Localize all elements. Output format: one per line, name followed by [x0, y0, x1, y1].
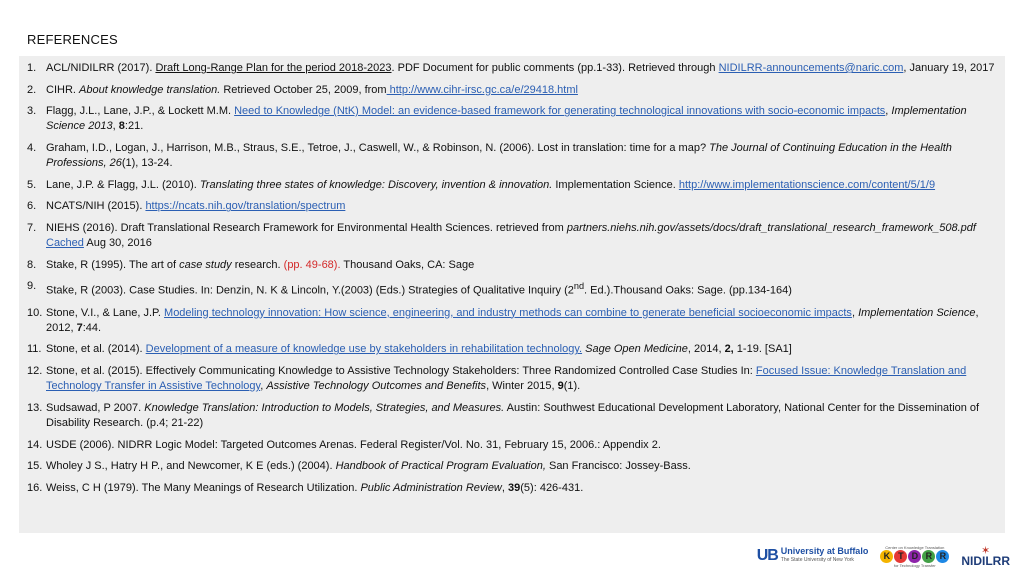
reference-segment: ,: [501, 481, 509, 494]
reference-text: [46, 61, 997, 76]
ktdrr-letter: D: [908, 550, 921, 563]
nidilrr-logo: [961, 546, 1010, 566]
reference-item: [27, 199, 997, 214]
reference-item: [27, 342, 997, 357]
reference-segment: case study: [179, 258, 232, 271]
reference-link[interactable]: Development of a measure of knowledge use by stakeholders in rehabilitation technology.: [145, 343, 583, 356]
reference-number: 1.: [27, 62, 37, 74]
reference-segment: Knowledge Translation: Introduction to Models, Strategies, and Measures.: [144, 401, 505, 414]
reference-text: [46, 141, 997, 171]
reference-segment: CIHR.: [46, 83, 79, 96]
reference-segment: 2,: [724, 343, 734, 356]
reference-segment: Handbook of Practical Program Evaluation,: [335, 460, 546, 473]
ktdrr-bottom: for Technology Transfer: [893, 562, 936, 568]
reference-segment: Stone, et al. (2015). Effectively Communicating Knowledge to Assistive Technology Stakeholders: Three Randomized Controlled Case Studies In:: [46, 365, 756, 377]
reference-number: 10.: [27, 306, 43, 319]
reference-number: 12.: [27, 365, 43, 377]
nidilrr-star-icon: ✶: [981, 545, 991, 557]
reference-number: 3.: [27, 105, 37, 118]
reference-segment: Stone, et al. (2014).: [46, 343, 146, 356]
reference-segment: , Winter 2015,: [486, 380, 558, 393]
reference-segment: 8: [118, 120, 125, 133]
reference-segment: 7: [76, 321, 83, 334]
reference-link[interactable]: http://www.implementationscience.com/content/5/1/9: [678, 178, 936, 191]
reference-segment: :44.: [82, 321, 102, 334]
reference-segment: Draft Long-Range Plan for the period 2018-2023: [155, 62, 392, 74]
reference-segment: ,: [885, 105, 892, 118]
reference-segment: (1).: [563, 380, 581, 393]
ub-sub: The State University of New York: [780, 557, 854, 563]
reference-number: 9.: [27, 280, 37, 293]
reference-number: 8.: [27, 258, 37, 271]
reference-link[interactable]: http://www.cihr-irsc.gc.ca/e/29418.html: [386, 83, 578, 96]
reference-segment: San Francisco: Jossey-Bass.: [545, 460, 691, 473]
reference-link[interactable]: Modeling technology innovation: How science, engineering, and industry methods can combine to generate beneficial socioeconomic impacts: [164, 306, 852, 319]
reference-segment: Public Administration Review: [360, 481, 502, 494]
reference-link[interactable]: https://ncats.nih.gov/translation/spectrum: [145, 200, 346, 213]
reference-segment: 9: [557, 380, 564, 393]
reference-text: [46, 104, 997, 134]
ktdrr-letter: R: [936, 550, 949, 563]
reference-segment: , 2014,: [687, 343, 725, 356]
reference-number: 16.: [27, 481, 43, 494]
reference-segment: 1-19. [SA1]: [733, 343, 792, 356]
reference-segment: Translating three states of knowledge: Discovery, invention & innovation.: [199, 178, 553, 191]
reference-text: [46, 306, 997, 336]
reference-text: [46, 221, 997, 251]
reference-item: [27, 364, 997, 394]
reference-segment: Austin: Southwest Educational Development Laboratory, National Center for the Dissemination of Disability Research. (p.4; 21-22): [46, 401, 980, 429]
reference-segment: partners.niehs.nih.gov/assets/docs/draft_translational_research_framework_508.pdf: [566, 221, 976, 234]
reference-item: [27, 401, 997, 431]
reference-link[interactable]: Cached: [46, 237, 84, 250]
reference-number: 5.: [27, 178, 37, 191]
reference-segment: Sage Open Medicine: [582, 343, 688, 356]
reference-segment: , 2012,: [46, 306, 979, 334]
reference-text: [46, 258, 997, 273]
reference-segment: ACL/NIDILRR (2017).: [46, 62, 156, 74]
reference-text: [46, 481, 997, 496]
reference-segment: Flagg, J.L., Lane, J.P., & Lockett M.M.: [46, 105, 235, 118]
logo-bar: [757, 541, 1010, 571]
ktdrr-letter: R: [922, 550, 935, 563]
reference-segment: Implementation Science: [858, 306, 976, 319]
reference-segment: NCATS/NIH (2015).: [46, 200, 146, 213]
reference-text: [46, 438, 997, 453]
reference-text: [46, 279, 997, 299]
reference-link[interactable]: Need to Knowledge (NtK) Model: an evidence-based framework for generating technological innovations with socio-economic impacts: [234, 105, 886, 118]
reference-text: [46, 401, 997, 431]
reference-item: [27, 459, 997, 474]
reference-segment: Sudsawad, P 2007.: [46, 401, 145, 414]
ub-name: University at Buffalo: [780, 546, 869, 556]
reference-segment: . Ed.).Thousand Oaks: Sage. (pp.134-164): [584, 285, 792, 298]
reference-number: 14.: [27, 438, 43, 451]
reference-segment: Graham, I.D., Logan, J., Harrison, M.B., Straus, S.E., Tetroe, J., Caswell, W., & Robinson, N. (2006). Lost in translation: time for a map?: [46, 141, 710, 154]
ktdrr-letter: T: [894, 550, 907, 563]
reference-item: [27, 258, 997, 273]
reference-number: 4.: [27, 141, 37, 154]
reference-segment: Assistive Technology Outcomes and Benefits: [266, 380, 487, 393]
ktdrr-logo: [880, 545, 949, 568]
reference-segment: Lane, J.P. & Flagg, J.L. (2010).: [46, 178, 200, 191]
reference-segment: 39: [508, 481, 521, 494]
reference-segment: USDE (2006). NIDRR Logic Model: Targeted Outcomes Arenas. Federal Register/Vol. No. 31, February 15, 2006.: Appendix 2.: [46, 438, 661, 451]
reference-text: [46, 364, 997, 394]
reference-segment: , January 19, 2017: [903, 62, 995, 74]
reference-segment: ,: [851, 306, 859, 319]
reference-text: [46, 83, 997, 98]
reference-segment: The Journal of Continuing Education in the Health Professions, 26: [46, 141, 952, 170]
reference-segment: Retrieved October 25, 2009, from: [220, 83, 387, 96]
reference-number: 6.: [27, 200, 37, 213]
reference-number: 13.: [27, 401, 43, 414]
reference-text: [46, 178, 997, 193]
reference-segment: Implementation Science 2013: [46, 105, 967, 133]
reference-segment: Thousand Oaks, CA: Sage: [340, 258, 475, 271]
ktdrr-top: Center on Knowledge Translation: [885, 544, 945, 550]
reference-segment: Stake, R (1995). The art of: [46, 258, 180, 271]
ub-logo: [757, 547, 869, 565]
reference-segment: (1), 13-24.: [121, 157, 173, 170]
reference-item: [27, 221, 997, 251]
reference-segment: Wholey J S., Hatry H P., and Newcomer, K E (eds.) (2004).: [46, 460, 336, 473]
reference-segment: (5): 426-431.: [520, 481, 584, 494]
nidilrr-name: NIDILRR: [961, 554, 1010, 568]
reference-link[interactable]: NIDILRR-announcements@naric.com: [718, 62, 904, 74]
ub-mark: UB: [756, 547, 778, 564]
reference-segment: ,: [260, 380, 267, 393]
reference-item: [27, 306, 997, 336]
page-title: REFERENCES: [27, 32, 118, 47]
ktdrr-letter: K: [880, 550, 893, 563]
reference-segment: Stake, R (2003). Case Studies. In: Denzin, N. K & Lincoln, Y.(2003) (Eds.) Strategies of Qualitative Inquiry (2: [46, 285, 574, 298]
reference-segment: Implementation Science.: [552, 178, 679, 191]
reference-segment: (pp. 49-68).: [283, 258, 341, 271]
reference-segment: :21.: [124, 120, 144, 133]
reference-segment: Aug 30, 2016: [83, 237, 152, 250]
reference-number: 11.: [27, 343, 42, 356]
reference-segment: . PDF Document for public comments (pp.1-33). Retrieved through: [391, 62, 719, 74]
reference-number: 7.: [27, 221, 37, 234]
reference-text: [46, 199, 997, 214]
reference-segment: ,: [112, 120, 119, 133]
reference-segment: Stone, V.I., & Lane, J.P.: [46, 306, 165, 319]
reference-segment: NIEHS (2016). Draft Translational Research Framework for Environmental Health Sciences. retrieved from: [46, 221, 567, 234]
reference-item: [27, 178, 997, 193]
reference-text: [46, 459, 997, 474]
reference-item: [27, 481, 997, 496]
reference-item: [27, 83, 997, 98]
reference-number: 2.: [27, 83, 37, 96]
reference-item: [27, 438, 997, 453]
reference-text: [46, 342, 997, 357]
reference-segment: nd: [573, 281, 585, 292]
reference-item: [27, 61, 997, 76]
reference-item: [27, 104, 997, 134]
reference-segment: research.: [231, 258, 284, 271]
reference-list: [27, 61, 997, 502]
reference-item: [27, 141, 997, 171]
reference-segment: Weiss, C H (1979). The Many Meanings of Research Utilization.: [46, 481, 361, 494]
reference-number: 15.: [27, 460, 43, 473]
reference-segment: About knowledge translation.: [79, 83, 221, 96]
reference-link[interactable]: Focused Issue: Knowledge Translation and Technology Transfer in Assistive Technology: [46, 365, 967, 393]
reference-item: [27, 279, 997, 299]
